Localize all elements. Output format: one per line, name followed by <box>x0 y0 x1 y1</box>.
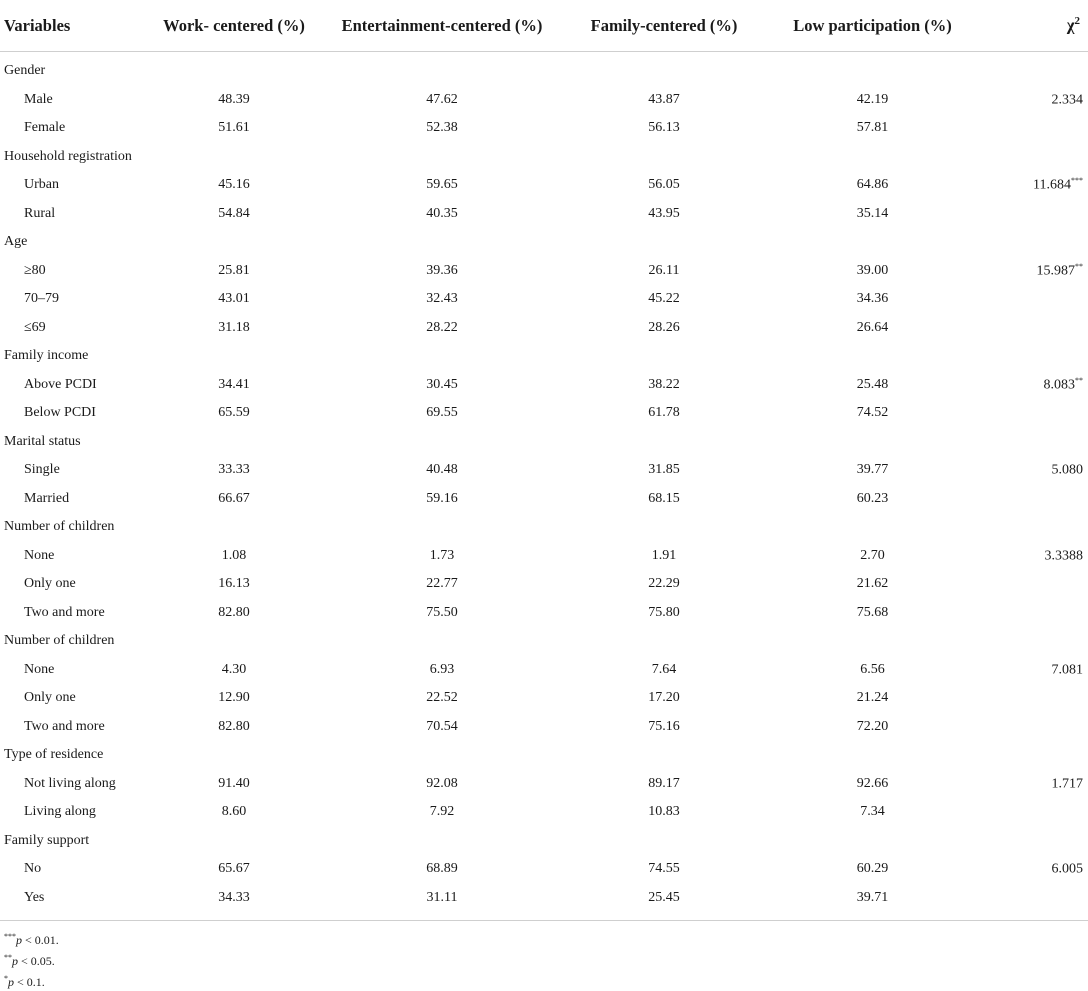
table-row <box>0 884 1088 913</box>
row-label: Urban <box>24 177 59 193</box>
table-row <box>0 399 1088 428</box>
chi-value: 7.081 <box>1051 662 1083 678</box>
footnote-text: < 0.01. <box>22 933 59 947</box>
cell-work-centered: 45.16 <box>218 177 250 193</box>
cell-chi-square <box>978 461 1088 479</box>
row-label: No <box>24 861 42 877</box>
footnote-text: < 0.05. <box>18 954 55 968</box>
cell-low-participation: 2.70 <box>860 547 885 563</box>
table-row <box>0 114 1088 143</box>
cell-low-participation: 21.24 <box>856 690 889 706</box>
table-row <box>0 656 1088 685</box>
cell-low-participation: 7.34 <box>860 804 885 820</box>
cell-family-centered: 1.91 <box>651 547 677 563</box>
table-row <box>0 314 1088 343</box>
table-row <box>0 713 1088 742</box>
cell-work-centered: 66.67 <box>218 490 250 506</box>
cell-family-centered: 75.80 <box>648 604 680 620</box>
chi-value: 5.080 <box>1051 463 1083 479</box>
cell-work-centered: 82.80 <box>218 604 250 620</box>
table-row <box>0 542 1088 571</box>
cell-low-participation: 72.20 <box>856 718 889 734</box>
group-header-row <box>0 342 1088 371</box>
chi-superscript: 2 <box>1074 15 1080 28</box>
group-label: Number of children <box>4 633 115 649</box>
cell-chi-square <box>978 775 1088 793</box>
cell-family-centered: 61.78 <box>648 405 680 421</box>
cell-entertainment-centered: 70.54 <box>426 718 458 734</box>
cell-chi-square <box>978 860 1088 878</box>
cell-chi-square <box>978 262 1088 280</box>
cell-family-centered: 56.13 <box>648 120 680 136</box>
cell-entertainment-centered: 1.73 <box>429 547 455 563</box>
row-label: Living along <box>24 804 96 820</box>
header-variables: Variables <box>4 15 71 35</box>
group-header-row <box>0 228 1088 257</box>
cell-entertainment-centered: 59.65 <box>426 177 458 193</box>
table-row <box>0 570 1088 599</box>
row-label: Only one <box>24 690 76 706</box>
cell-low-participation: 34.36 <box>856 291 889 307</box>
cell-family-centered: 25.45 <box>648 889 680 905</box>
footnote-stars: *** <box>4 932 16 941</box>
row-label: Married <box>24 490 70 506</box>
cell-family-centered: 75.16 <box>648 718 680 734</box>
cell-entertainment-centered: 40.35 <box>426 205 458 221</box>
row-label: None <box>24 547 55 563</box>
cell-family-centered: 10.83 <box>648 804 680 820</box>
footnote-text: < 0.1. <box>14 975 45 989</box>
group-label: Type of residence <box>4 747 104 763</box>
table-footnotes <box>4 928 59 991</box>
row-label: Two and more <box>24 718 105 734</box>
cell-work-centered: 1.08 <box>221 547 247 563</box>
table-row <box>0 770 1088 799</box>
group-label: Gender <box>4 63 46 79</box>
cell-family-centered: 26.11 <box>648 262 680 278</box>
group-header-row <box>0 513 1088 542</box>
row-label: None <box>24 661 55 677</box>
group-label: Family support <box>4 832 90 848</box>
cell-work-centered: 51.61 <box>218 120 250 136</box>
cell-low-participation: 64.86 <box>856 177 889 193</box>
cell-work-centered: 8.60 <box>221 804 247 820</box>
cell-work-centered: 31.18 <box>218 319 250 335</box>
chi-value: 6.005 <box>1051 862 1083 878</box>
cell-work-centered: 54.84 <box>218 205 250 221</box>
cell-family-centered: 28.26 <box>648 319 680 335</box>
header-family-centered: Family-centered (%) <box>590 15 738 35</box>
cell-family-centered: 7.64 <box>651 661 677 677</box>
cell-entertainment-centered: 47.62 <box>426 91 458 107</box>
cell-family-centered: 43.95 <box>648 205 680 221</box>
significance-stars: *** <box>1071 176 1083 186</box>
row-label: Female <box>24 120 66 136</box>
table-row <box>0 855 1088 884</box>
cell-chi-square <box>978 376 1088 394</box>
cell-work-centered: 65.67 <box>218 861 250 877</box>
cell-family-centered: 17.20 <box>648 690 680 706</box>
cell-entertainment-centered: 75.50 <box>426 604 458 620</box>
table-row <box>0 684 1088 713</box>
group-label: Household registration <box>4 148 132 164</box>
cell-entertainment-centered: 68.89 <box>426 861 458 877</box>
bottom-rule <box>0 920 1088 921</box>
cell-entertainment-centered: 28.22 <box>426 319 458 335</box>
group-label: Marital status <box>4 433 81 449</box>
cell-family-centered: 43.87 <box>648 91 680 107</box>
cell-family-centered: 74.55 <box>648 861 680 877</box>
table-row <box>0 371 1088 400</box>
group-label: Number of children <box>4 519 115 535</box>
footnote-stars: ** <box>4 953 12 962</box>
cell-family-centered: 89.17 <box>648 775 680 791</box>
cell-work-centered: 91.40 <box>218 775 250 791</box>
cell-family-centered: 56.05 <box>648 177 680 193</box>
cell-entertainment-centered: 22.52 <box>426 690 458 706</box>
cell-low-participation: 75.68 <box>856 604 889 620</box>
table-row <box>0 86 1088 115</box>
row-label: Male <box>24 91 53 107</box>
cell-work-centered: 34.33 <box>218 889 250 905</box>
table-row <box>0 171 1088 200</box>
cell-entertainment-centered: 69.55 <box>426 405 458 421</box>
footnote-p: p <box>12 954 18 968</box>
cell-family-centered: 31.85 <box>648 462 680 478</box>
cell-low-participation: 39.71 <box>856 889 889 905</box>
row-label: ≥80 <box>24 262 46 278</box>
row-label: Rural <box>24 205 56 221</box>
row-label: Yes <box>24 889 45 905</box>
cell-entertainment-centered: 32.43 <box>426 291 458 307</box>
cell-family-centered: 22.29 <box>648 576 680 592</box>
cell-entertainment-centered: 52.38 <box>426 120 458 136</box>
cell-family-centered: 38.22 <box>648 376 680 392</box>
cell-family-centered: 45.22 <box>648 291 680 307</box>
cell-low-participation: 39.77 <box>856 462 889 478</box>
row-label: Only one <box>24 576 76 592</box>
header-low-participation: Low participation (%) <box>793 15 952 35</box>
group-label: Family income <box>4 348 89 364</box>
cell-entertainment-centered: 59.16 <box>426 490 458 506</box>
group-header-row <box>0 827 1088 856</box>
cell-low-participation: 42.19 <box>856 91 889 107</box>
cell-chi-square <box>978 176 1088 194</box>
cell-work-centered: 12.90 <box>218 690 250 706</box>
row-label: Above PCDI <box>24 376 97 392</box>
cell-entertainment-centered: 39.36 <box>426 262 458 278</box>
cell-entertainment-centered: 22.77 <box>426 576 458 592</box>
cell-low-participation: 74.52 <box>856 405 889 421</box>
header-entertainment-centered: Entertainment-centered (%) <box>341 15 543 35</box>
cell-low-participation: 57.81 <box>856 120 889 136</box>
cell-work-centered: 34.41 <box>218 376 250 392</box>
footnote-p: p <box>8 975 14 989</box>
cell-work-centered: 48.39 <box>218 91 250 107</box>
cell-work-centered: 43.01 <box>218 291 250 307</box>
cell-entertainment-centered: 7.92 <box>429 804 455 820</box>
table-header <box>0 0 1088 52</box>
chi-value: 3.3388 <box>1044 548 1083 564</box>
cell-low-participation: 6.56 <box>860 661 885 677</box>
cell-entertainment-centered: 31.11 <box>426 889 458 905</box>
cell-chi-square <box>978 547 1088 565</box>
cell-low-participation: 21.62 <box>856 576 889 592</box>
footnote-stars: * <box>4 974 8 983</box>
table-row <box>0 485 1088 514</box>
chi-value: 1.717 <box>1051 776 1083 792</box>
group-header-row <box>0 57 1088 86</box>
cell-low-participation: 60.29 <box>856 861 889 877</box>
significance-stars: ** <box>1075 375 1083 385</box>
cell-entertainment-centered: 6.93 <box>429 661 455 677</box>
table-row <box>0 257 1088 286</box>
cell-work-centered: 33.33 <box>218 462 250 478</box>
footnote-p: p <box>16 933 22 947</box>
header-work-centered: Work- centered (%) <box>163 15 305 35</box>
table-row <box>0 200 1088 229</box>
cell-low-participation: 39.00 <box>856 262 889 278</box>
cell-work-centered: 16.13 <box>218 576 250 592</box>
cell-family-centered: 68.15 <box>648 490 680 506</box>
cell-work-centered: 82.80 <box>218 718 250 734</box>
group-header-row <box>0 143 1088 172</box>
cell-low-participation: 35.14 <box>856 205 889 221</box>
table-row <box>0 599 1088 628</box>
cell-entertainment-centered: 30.45 <box>426 376 458 392</box>
significance-stars: ** <box>1075 261 1083 271</box>
cell-low-participation: 60.23 <box>856 490 889 506</box>
row-label: 70–79 <box>24 291 59 307</box>
cell-work-centered: 25.81 <box>218 262 250 278</box>
header-chi-square <box>978 15 1088 36</box>
table-row <box>0 456 1088 485</box>
footnote <box>4 928 59 949</box>
table-row <box>0 285 1088 314</box>
cell-work-centered: 4.30 <box>221 661 247 677</box>
row-label: Two and more <box>24 604 105 620</box>
cell-work-centered: 65.59 <box>218 405 250 421</box>
footnote <box>4 949 59 970</box>
cell-entertainment-centered: 40.48 <box>426 462 458 478</box>
cell-chi-square <box>978 661 1088 679</box>
group-header-row <box>0 428 1088 457</box>
cell-low-participation: 26.64 <box>856 319 889 335</box>
cell-low-participation: 25.48 <box>856 376 889 392</box>
row-label: Below PCDI <box>24 405 96 421</box>
row-label: Not living along <box>24 775 116 791</box>
cell-entertainment-centered: 92.08 <box>426 775 458 791</box>
group-header-row <box>0 627 1088 656</box>
table-body <box>0 57 1088 912</box>
group-label: Age <box>4 234 28 250</box>
table-row <box>0 798 1088 827</box>
cell-low-participation: 92.66 <box>856 775 889 791</box>
cell-chi-square <box>978 91 1088 109</box>
chi-value: 15.987 <box>1036 263 1075 279</box>
chi-value: 8.083 <box>1043 377 1075 393</box>
row-label: Single <box>24 462 60 478</box>
group-header-row <box>0 741 1088 770</box>
chi-value: 11.684 <box>1033 178 1071 194</box>
chi-value: 2.334 <box>1051 92 1083 108</box>
chi-symbol: χ <box>1066 15 1075 35</box>
row-label: ≤69 <box>24 319 46 335</box>
